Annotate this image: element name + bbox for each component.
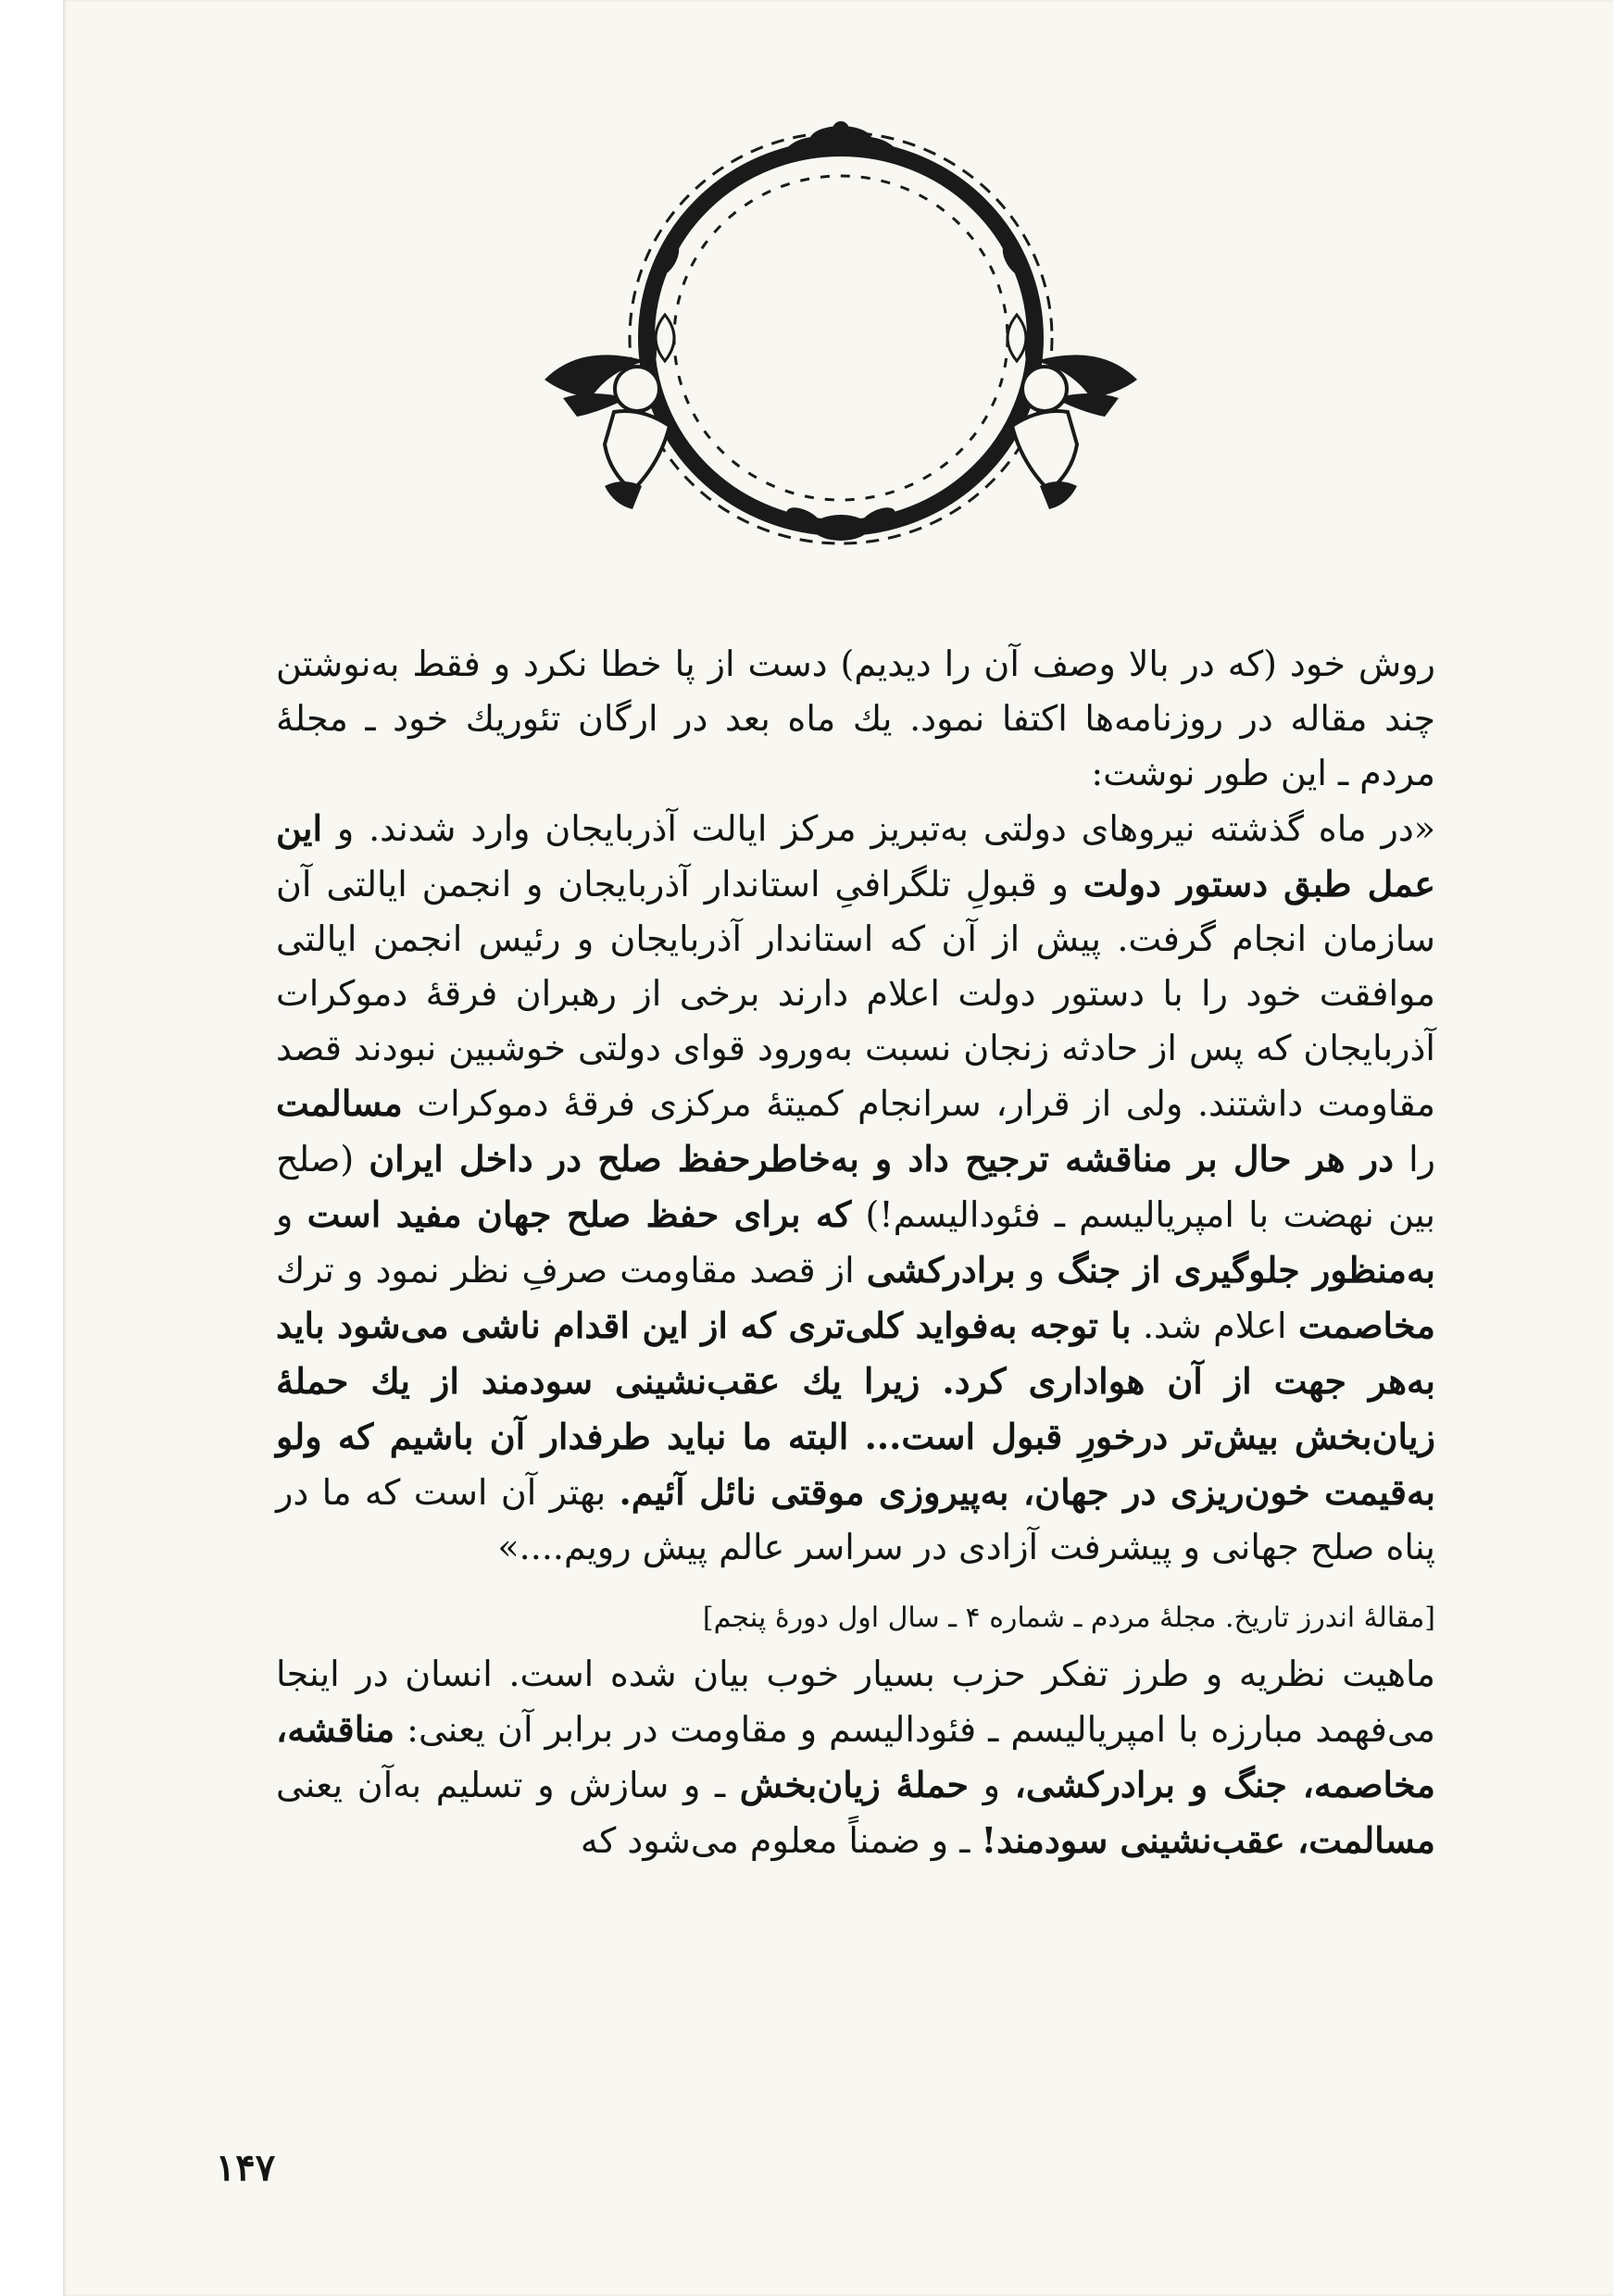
text-segment: «در ماه گذشته نیروهای دولتی به‌تبریز مرکز ایالت آذربایجان وارد شدند. و	[322, 808, 1435, 849]
text-segment: اعلام شد.	[1131, 1305, 1298, 1346]
text-segment: و	[1015, 1250, 1058, 1291]
emphasized-text: با توجه به‌فواید کلی‌تری که از این اقدام ناشی می‌شود باید به‌هر جهت از آن هواداری کرد. زیرا یك عقب‌نشینی سودمند از یك حملهٔ زیان‌بخش بیش‌تر درخورِ قبول است... البته ما نباید طرفدار آن باشیم که ولو به‌قیمت خون‌ریزی در جهان، به‌پیروزی موقتی نائل آئیم.	[276, 1304, 1436, 1513]
text-segment: ـ و ضمناً معلوم می‌شود که	[580, 1820, 982, 1861]
ornamental-wreath-with-cherubs-icon	[526, 120, 1156, 620]
text-segment: بهتر آن است که ما در پناه صلح جهانی و پیشرفت آزادی در سراسر عالم پیش رویم....»	[276, 1472, 1435, 1567]
text-segment: (صلح بین نهضت با امپریالیسم ـ فئودالیسم!)	[276, 1139, 1435, 1235]
emphasized-text: مسالمت، عقب‌نشینی سودمند!	[981, 1819, 1435, 1861]
emphasized-text: مسالمت	[276, 1082, 403, 1124]
text-segment: و	[276, 1194, 307, 1235]
book-page	[63, 0, 1613, 2296]
emphasized-text: که برای حفظ صلح جهان مفید است	[307, 1193, 852, 1235]
emphasized-text: حملهٔ زیان‌بخش	[739, 1764, 969, 1805]
emphasized-text: به‌منظور جلوگیری از جنگ	[1057, 1249, 1435, 1291]
final-paragraph	[276, 1647, 1435, 1868]
emphasized-text: در هر حال بر مناقشه ترجیح داد و به‌خاطرحفظ صلح در داخل ایران	[369, 1138, 1395, 1179]
text-segment: ماهیت نظریه و طرز تفکر حزب بسیار خوب بیان شده است. انسان در اینجا می‌فهمد مبارزه با امپریالیسم ـ فئودالیسم و مقاومت در برابر آن یعنی:	[276, 1653, 1435, 1750]
emphasized-text: برادرکشی	[866, 1249, 1016, 1291]
body-text	[276, 637, 1435, 1868]
text-segment: و قبولِ تلگرافیِ استاندار آذربایجان و انجمن ایالتی آن سازمان انجام گرفت. پیش از آن که استاندار آذربایجان و رئیس انجمن ایالتی موافقت خود را با دستور دولت اعلام دارند برخی از رهبران فرقهٔ دموکرات آذربایجان که پس از حادثه زنجان نسبت به‌ورود قوای دولتی خوشبین نبودند قصد مقاومت داشتند. ولی از قرار، سرانجام کمیتهٔ مرکزی فرقهٔ دموکرات	[276, 864, 1435, 1124]
citation: [مقالهٔ اندرز تاریخ. مجلهٔ مردم ـ شماره ۴ ـ سال اول دورهٔ پنجم]	[702, 1602, 1435, 1634]
emphasized-text: این عمل طبق دستور دولت	[276, 807, 1435, 905]
text-segment: از قصد مقاومت صرفِ نظر نمود و ترك	[276, 1250, 867, 1291]
emphasized-text: مخاصمت	[1297, 1304, 1435, 1346]
intro-paragraph: روش خود (که در بالا وصف آن را دیدیم) دست از پا خطا نکرد و فقط به‌نوشتن چند مقاله در روزنامه‌ها اکتفا نمود. یك ماه بعد در ارگان تئوریك خود ـ مجلهٔ مردم ـ این طور نوشت:	[276, 643, 1435, 793]
text-segment: را	[1394, 1139, 1436, 1179]
page-number: ۱۴۷	[215, 2146, 276, 2190]
text-segment: ـ و سازش و تسلیم به‌آن یعنی	[276, 1765, 740, 1805]
text-segment: و	[968, 1765, 1015, 1805]
quoted-paragraph	[276, 801, 1435, 1575]
emphasized-text: مناقشه، مخاصمه، جنگ و برادرکشی،	[276, 1708, 1435, 1805]
